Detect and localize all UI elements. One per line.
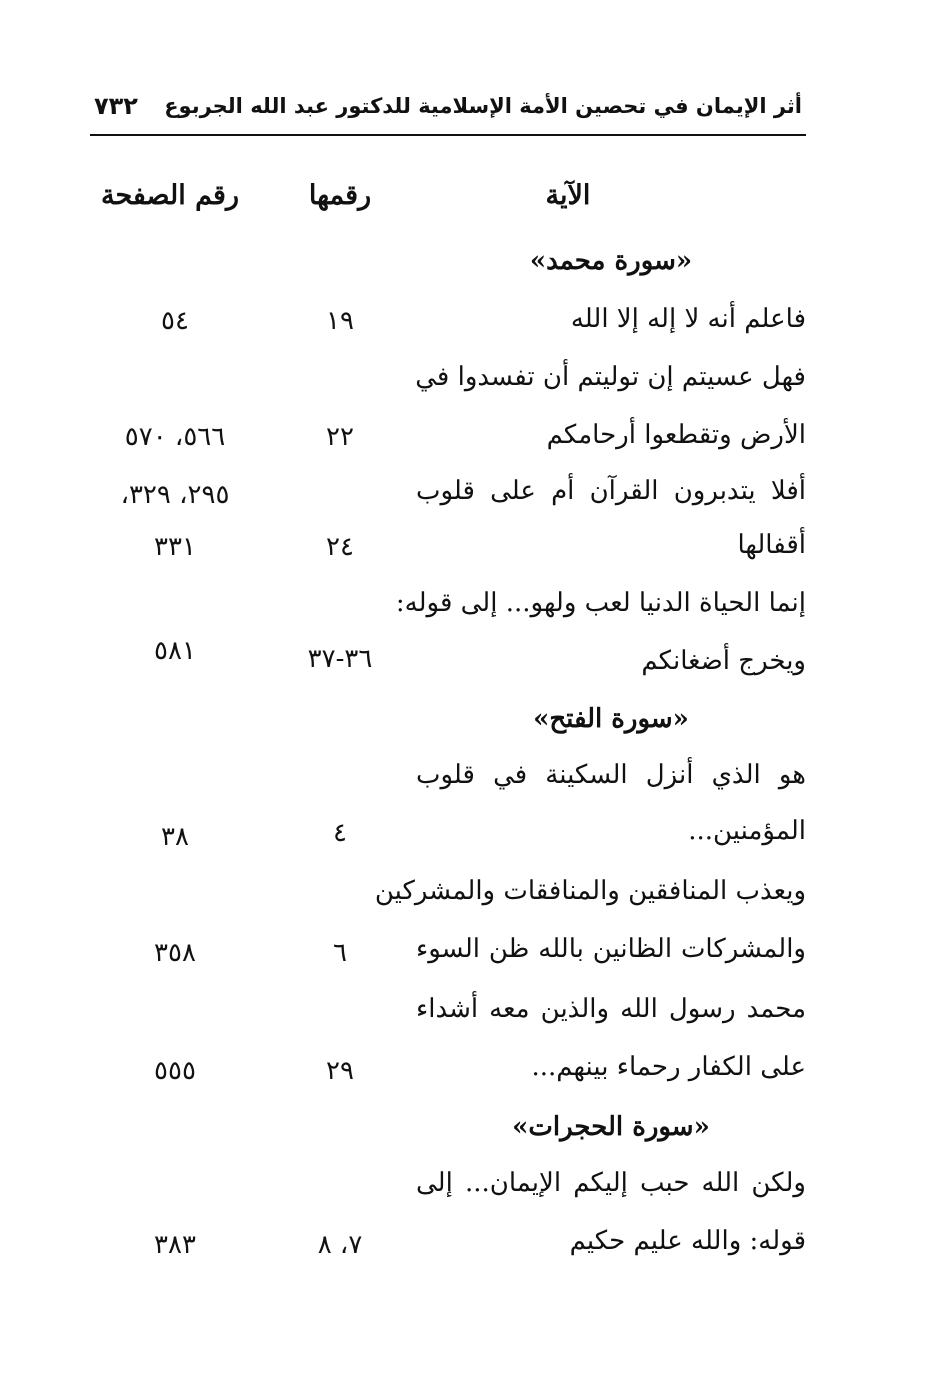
column-header-number: رقمها — [308, 180, 372, 211]
verse-text: أقفالها — [737, 530, 806, 560]
verse-text: إنما الحياة الدنيا لعب ولهو... إلى قوله: — [395, 588, 806, 618]
page-reference: ٣٨ — [161, 822, 189, 852]
verse-text: فاعلم أنه لا إله إلا الله — [570, 304, 806, 334]
page-reference: ٥٤ — [161, 306, 189, 336]
page-reference: ٣٨٣ — [154, 1230, 196, 1260]
page-number: ٧٣٢ — [94, 92, 138, 120]
verse-number: ٧، ٨ — [317, 1230, 363, 1260]
verse-text: محمد رسول الله والذين معه أشداء — [416, 994, 806, 1024]
verse-text: والمشركات الظانين بالله ظن السوء — [416, 934, 806, 964]
verse-text: الأرض وتقطعوا أرحامكم — [546, 420, 806, 450]
verse-number: ٢٢ — [326, 422, 354, 452]
surah-heading-hujurat: «سورة الحجرات» — [512, 1112, 710, 1142]
verse-text: المؤمنين... — [688, 816, 806, 846]
verse-text: ويخرج أضغانكم — [641, 646, 806, 676]
page-reference: ٣٣١ — [154, 532, 196, 562]
page-reference: ٣٥٨ — [154, 938, 196, 968]
verse-text: أفلا يتدبرون القرآن أم على قلوب — [416, 476, 806, 506]
verse-number: ٣٦-٣٧ — [307, 644, 373, 674]
running-title: أثر الإيمان في تحصين الأمة الإسلامية للدكتور عبد الله الجربوع — [164, 94, 802, 118]
verse-text: ويعذب المنافقين والمنافقات والمشركين — [374, 876, 806, 906]
verse-text: على الكفار رحماء بينهم... — [531, 1052, 806, 1082]
page-reference: ٥٨١ — [154, 636, 196, 666]
surah-heading-fath: «سورة الفتح» — [533, 704, 689, 734]
verse-number: ٤ — [333, 818, 347, 848]
column-header-page: رقم الصفحة — [100, 180, 240, 211]
verse-text: قوله: والله عليم حكيم — [569, 1226, 806, 1256]
column-header-verse: الآية — [545, 180, 591, 211]
verse-text: ولكن الله حبب إليكم الإيمان... إلى — [416, 1168, 806, 1198]
verse-number: ١٩ — [326, 306, 354, 336]
verse-text: فهل عسيتم إن توليتم أن تفسدوا في — [415, 362, 806, 392]
page-reference: ٥٥٥ — [154, 1056, 196, 1086]
page-reference: ٢٩٥، ٣٢٩، — [120, 480, 230, 510]
surah-heading-muhammad: «سورة محمد» — [529, 246, 693, 276]
verse-number: ٢٩ — [326, 1056, 354, 1086]
page-reference: ٥٦٦، ٥٧٠ — [124, 422, 226, 452]
verse-number: ٢٤ — [326, 532, 354, 562]
verse-text: هو الذي أنزل السكينة في قلوب — [416, 760, 806, 790]
page-header — [90, 92, 806, 136]
verse-number: ٦ — [333, 938, 347, 968]
